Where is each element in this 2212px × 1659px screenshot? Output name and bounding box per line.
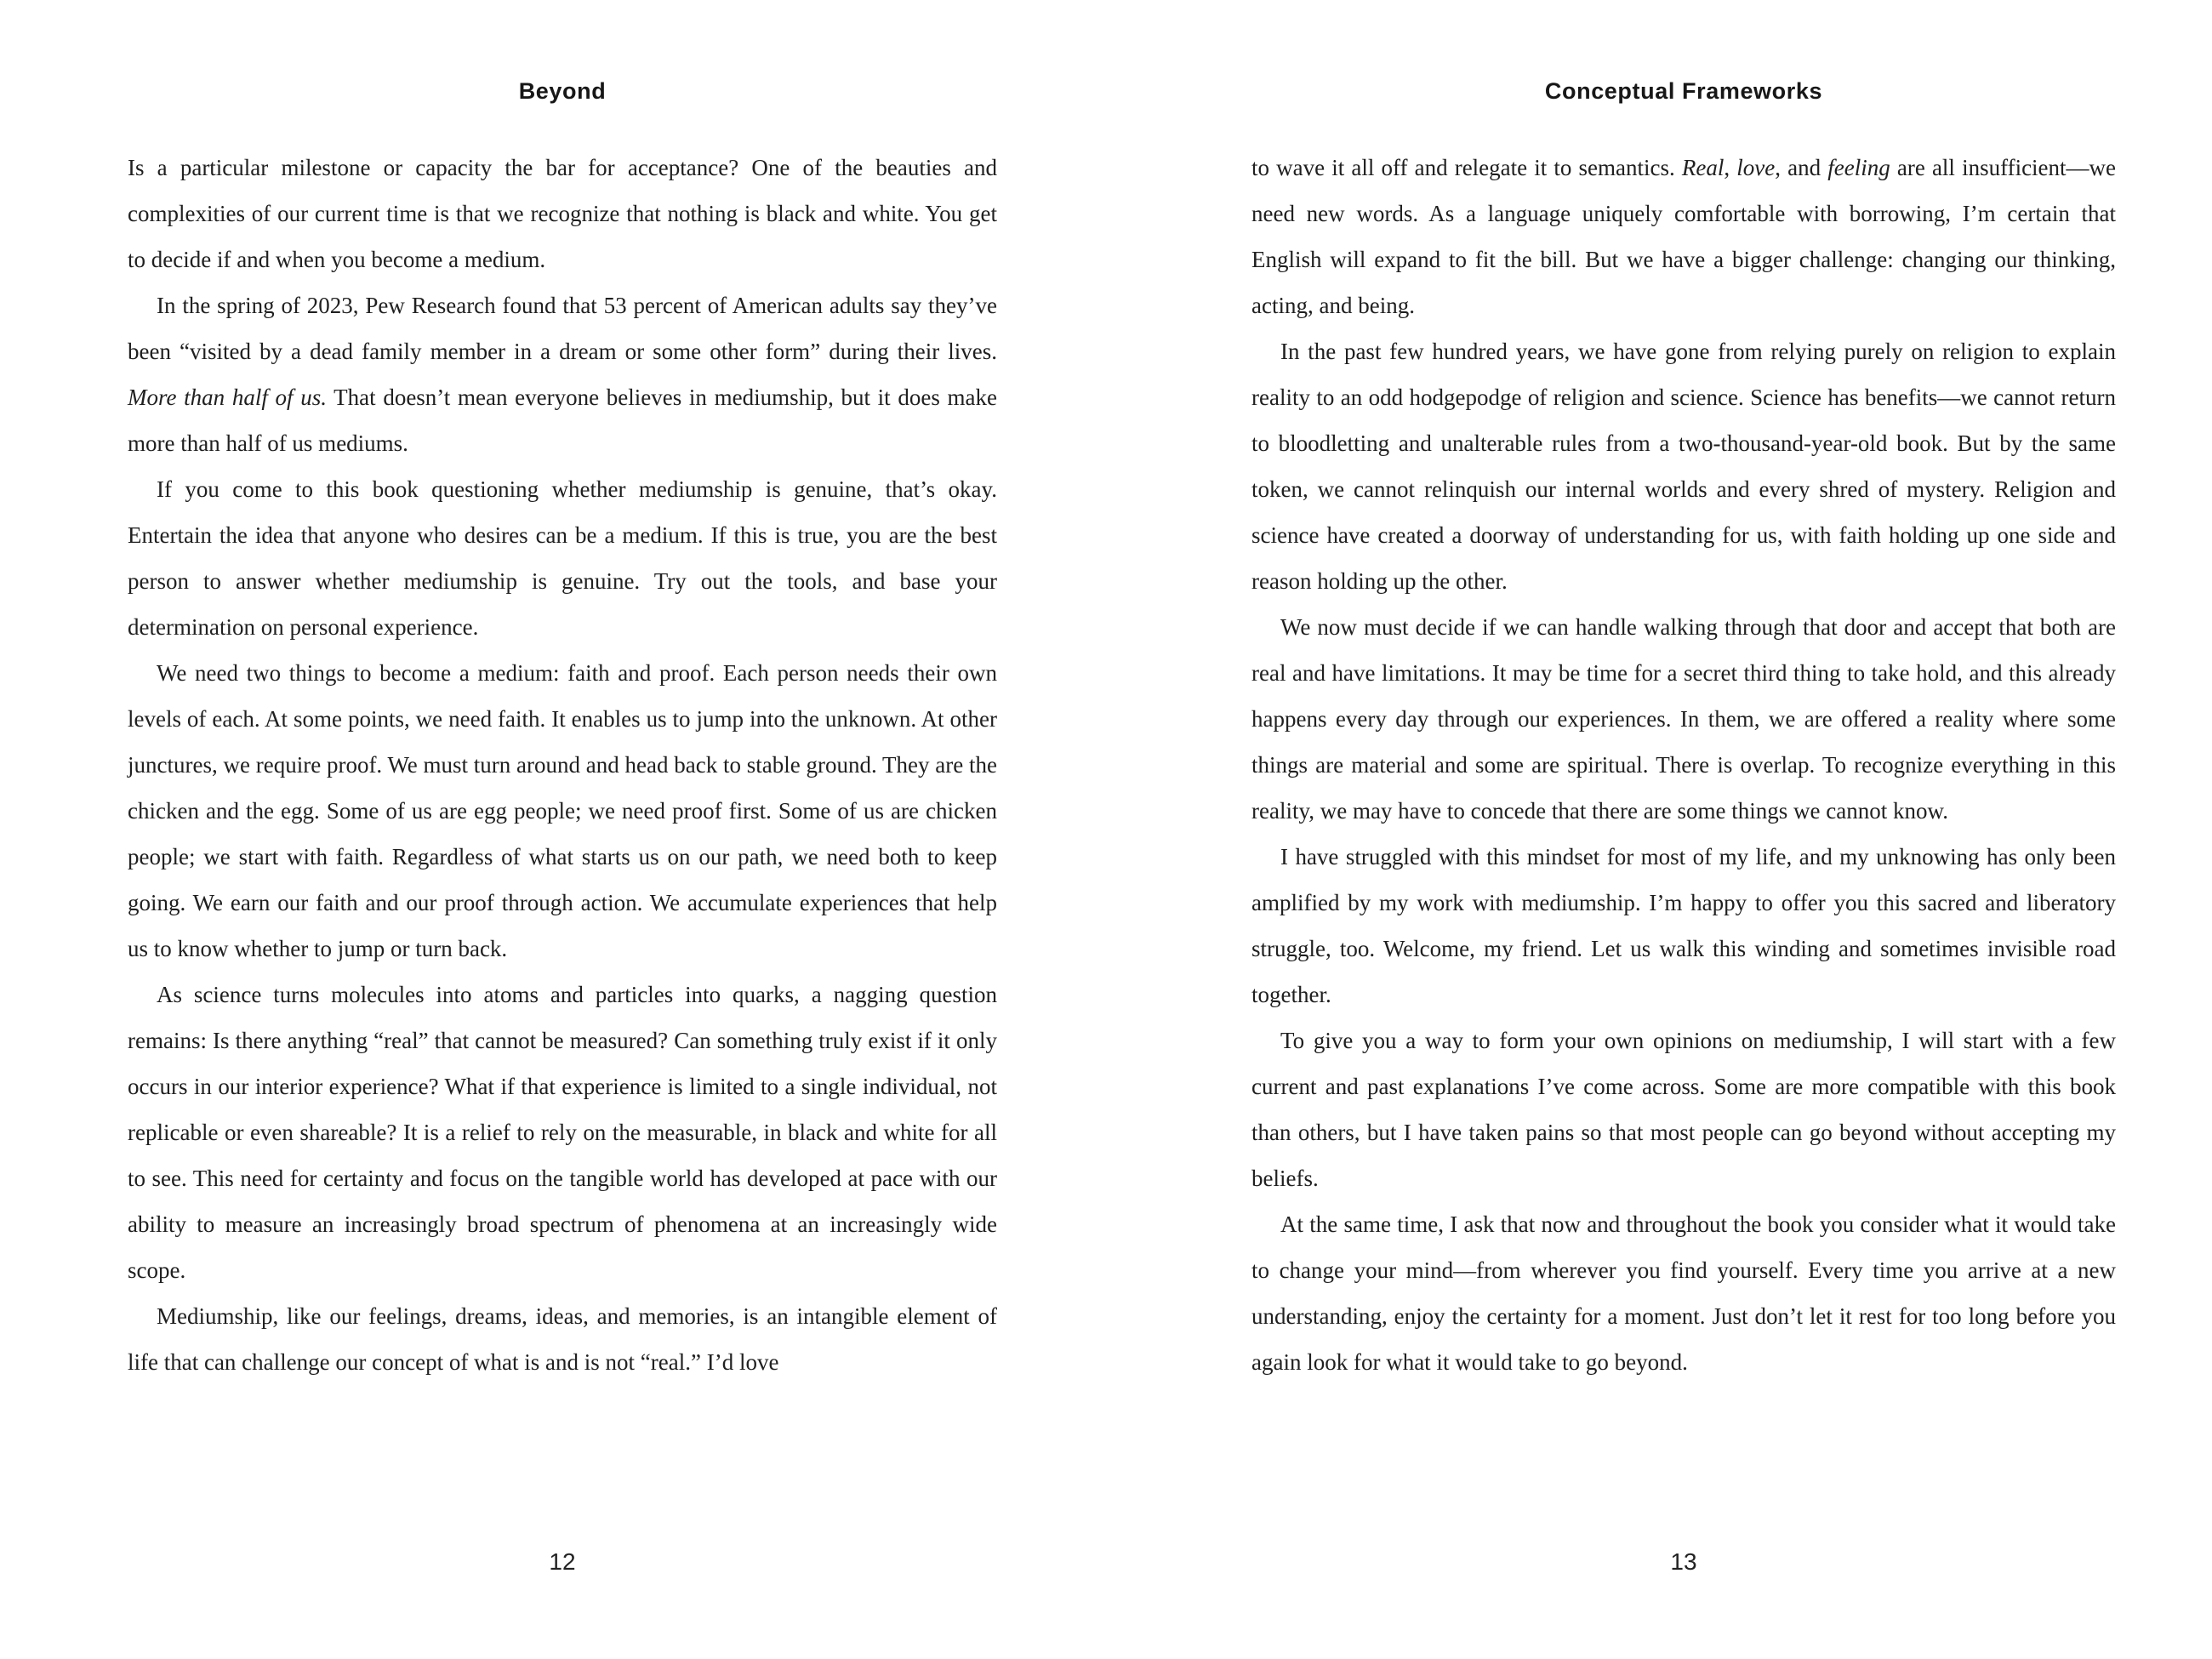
text-run: In the past few hundred years, we have gone from relying purely on religion to explain reality to an odd hodgepodge of religion and science. Science has benefits—we cannot return to bloodletting and unalterable rules from a two-thousand-year-old book. But by the same token, we cannot relinquish our internal worlds and every shred of mystery. Religion and science have created a doorway of understanding for us, with faith holding up one side and reason holding up the other. [1251,339,2116,594]
text-run: To give you a way to form your own opinions on mediumship, I will start with a few current and past explanations I’ve come across. Some are more compatible with this book than others, but I have taken pains so that most people can go beyond without accepting my beliefs. [1251,1028,2116,1191]
paragraph [128,650,997,972]
text-run: We now must decide if we can handle walking through that door and accept that both are real and have limitations. It may be time for a secret third thing to take hold, and this already happens every day through our experiences. In them, we are offered a reality where some things are material and some are spiritual. There is overlap. To recognize everything in this reality, we may have to concede that there are some things we cannot know. [1251,614,2116,824]
text-run: In the spring of 2023, Pew Research found that 53 percent of American adults say they’ve been “visited by a dead family member in a dream or some other form” during their lives. [128,293,997,364]
italic-run: love [1736,155,1776,180]
text-run: At the same time, I ask that now and throughout the book you consider what it would take to change your mind—from wherever you find yourself. Every time you arrive at a new understanding, enjoy the certainty for a moment. Just don’t let it rest for too long before you again look for what it would take to go beyond. [1251,1211,2116,1375]
italic-run: feeling [1827,155,1890,180]
text-run: If you come to this book questioning whether mediumship is genuine, that’s okay. Entertain the idea that anyone who desires can be a medium. If this is true, you are the best person to answer whether mediumship is genuine. Try out the tools, and base your determination on personal experience. [128,476,997,640]
left-page-column [128,0,997,1659]
paragraph [1251,1018,2116,1201]
text-run: are all insufficient—we need new words. As a language uniquely comfortable with borrowing, I’m certain that English will expand to fit the bill. But we have a bigger challenge: changing our thinking, acting, and being. [1251,155,2117,318]
text-run: We need two things to become a medium: faith and proof. Each person needs their own levels of each. At some points, we need faith. It enables us to jump into the unknown. At other junctures, we require proof. We must turn around and head back to stable ground. They are the chicken and the egg. Some of us are egg people; we need proof first. Some of us are chicken people; we start with faith. Regardless of what starts us on our path, we need both to keep going. We earn our faith and our proof through action. We accumulate experiences that help us to know whether to jump or turn back. [128,660,997,961]
page-number-right: 13 [1670,1548,1697,1575]
paragraph [128,145,997,282]
right-page [1106,0,2212,1659]
paragraph [128,466,997,650]
paragraph [1251,328,2116,604]
paragraph [1251,834,2116,1018]
text-run: Mediumship, like our feelings, dreams, ideas, and memories, is an intangible element of life that can challenge our concept of what is and is not “real.” I’d love [128,1303,997,1375]
text-run: , and [1775,155,1828,180]
right-page-body [1251,145,2116,1385]
left-page-body [128,145,997,1385]
page-number-left: 12 [549,1548,576,1575]
paragraph [1251,1201,2116,1385]
running-head-left: Beyond [518,78,607,104]
running-head-right: Conceptual Frameworks [1544,78,1823,104]
text-run: That doesn’t mean everyone believes in mediumship, but it does make more than half of us mediums. [128,385,998,456]
text-run: to wave it all off and relegate it to semantics. [1251,155,1682,180]
paragraph [128,972,997,1293]
paragraph [128,282,997,466]
paragraph [1251,145,2116,328]
text-run: , [1724,155,1737,180]
text-run: I have struggled with this mindset for most of my life, and my unknowing has only been amplified by my work with mediumship. I’m happy to offer you this sacred and liberatory struggle, too. Welcome, my friend. Let us walk this winding and sometimes invisible road together. [1251,844,2116,1007]
right-page-column [1251,0,2116,1659]
paragraph [128,1293,997,1385]
paragraph [1251,604,2116,834]
italic-run: Real [1681,155,1725,180]
italic-run: More than half of us. [128,385,327,410]
text-run: Is a particular milestone or capacity the bar for acceptance? One of the beauties and complexities of our current time is that we recognize that nothing is black and white. You get to decide if and when you become a medium. [128,155,997,272]
text-run: As science turns molecules into atoms and particles into quarks, a nagging question remains: Is there anything “real” that cannot be measured? Can something truly exist if it only occurs in our interior experience? What if that experience is limited to a single individual, not replicable or even shareable? It is a relief to rely on the measurable, in black and white for all to see. This need for certainty and focus on the tangible world has developed at pace with our ability to measure an increasingly broad spectrum of phenomena at an increasingly wide scope. [128,982,997,1283]
